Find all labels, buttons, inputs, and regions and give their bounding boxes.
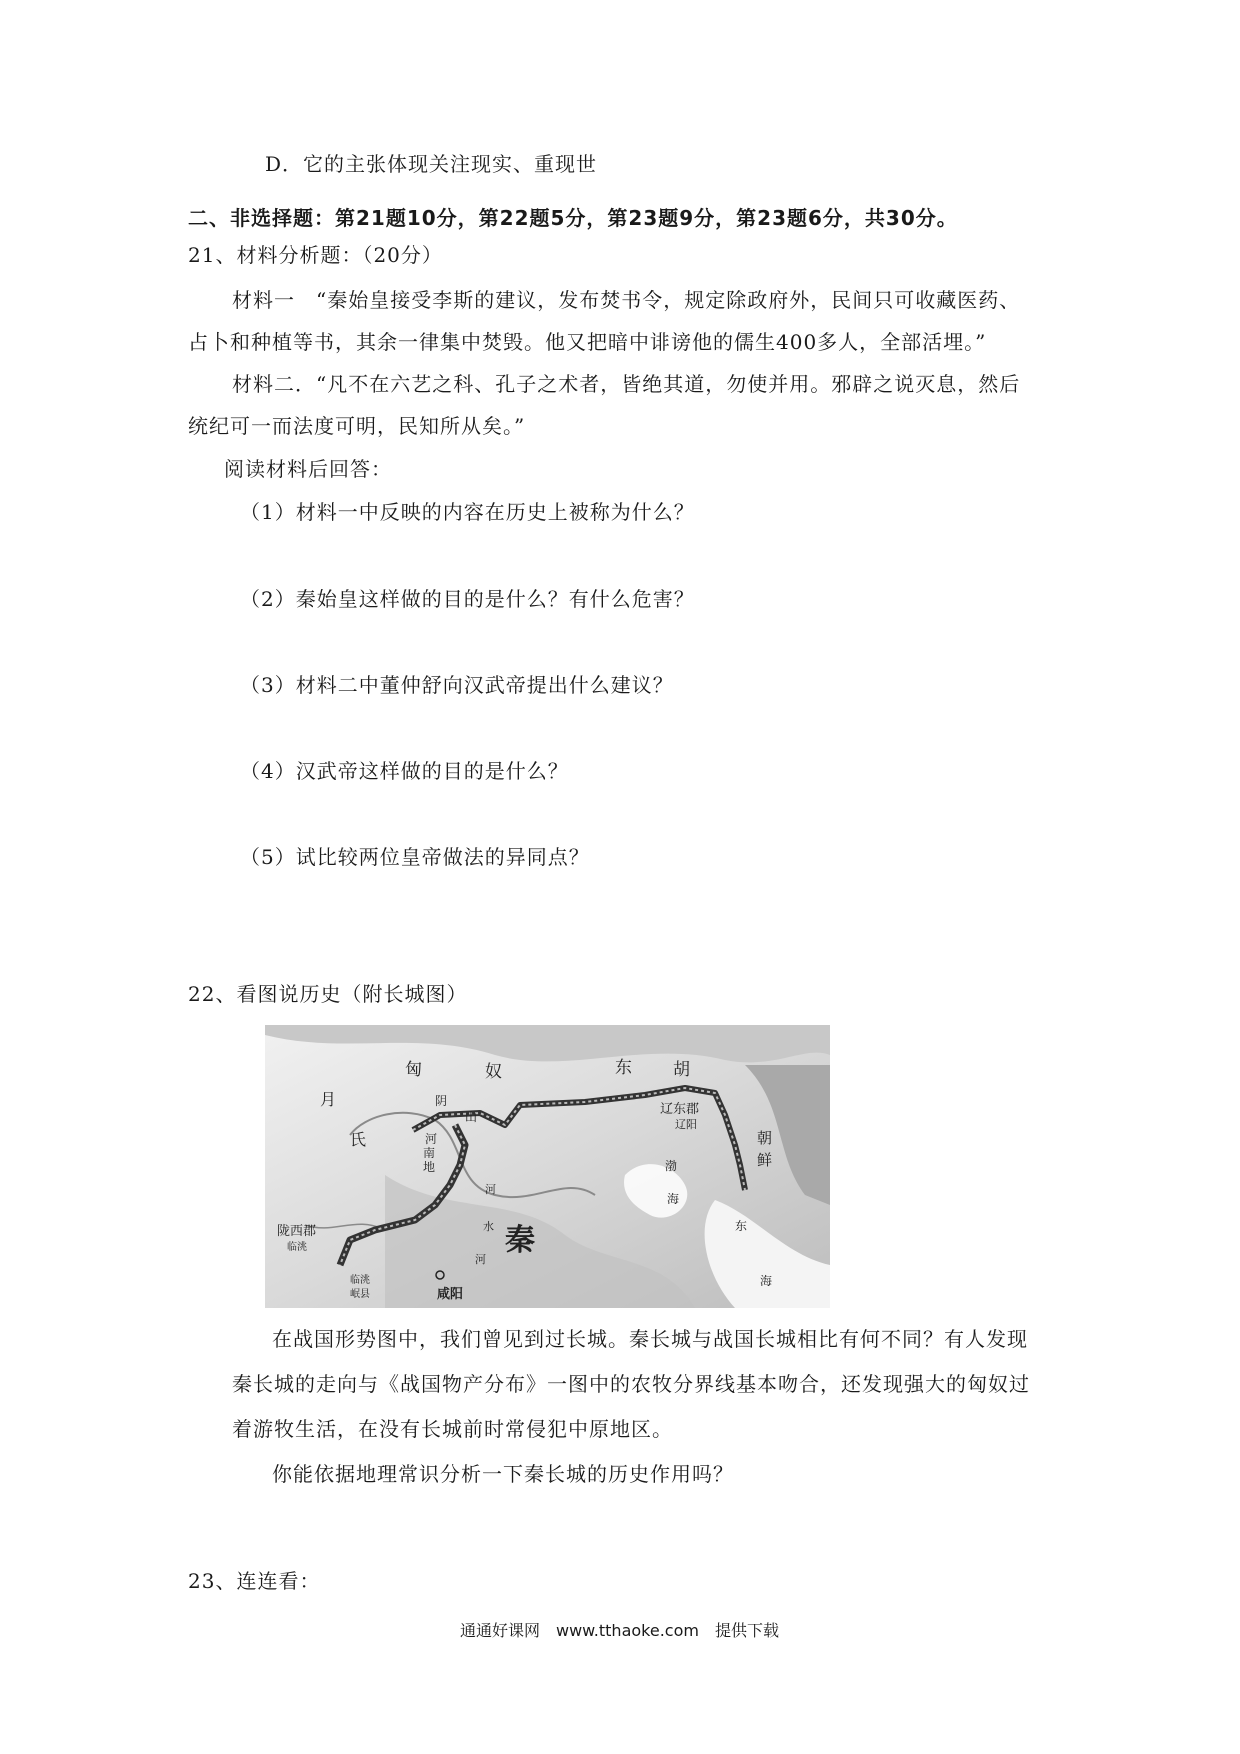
label-dong-sea: 东 bbox=[735, 1219, 748, 1233]
q22-para1-line2: 秦长城的走向与《战国物产分布》一图中的农牧分界线基本吻合，还发现强大的匈奴过 bbox=[232, 1372, 1030, 1396]
q21-question-2: （2）秦始皇这样做的目的是什么？有什么危害？ bbox=[240, 587, 695, 611]
label-hu: 胡 bbox=[673, 1060, 690, 1080]
q21-question-5: （5）试比较两位皇帝做法的异同点？ bbox=[240, 845, 590, 869]
label-qin: 秦 bbox=[505, 1223, 535, 1258]
label-he-nan-2: 南 bbox=[423, 1146, 436, 1160]
label-longxi: 陇西郡 bbox=[277, 1224, 317, 1239]
q21-question-4: （4）汉武帝这样做的目的是什么？ bbox=[240, 759, 569, 783]
label-minxian: 岷县 bbox=[350, 1289, 370, 1300]
label-hai-1: 海 bbox=[667, 1192, 680, 1206]
page-footer: 通通好课网 www.tthaoke.com 提供下载 bbox=[460, 1621, 779, 1640]
label-nu: 奴 bbox=[485, 1062, 502, 1082]
q22-para1-line1: 在战国形势图中，我们曾见到过长城。秦长城与战国长城相比有何不同？有人发现 bbox=[272, 1327, 1028, 1351]
section2-heading: 二、非选择题：第21题10分，第22题5分，第23题9分，第23题6分，共30分。 bbox=[188, 206, 958, 230]
q21-question-3: （3）材料二中董仲舒向汉武帝提出什么建议？ bbox=[240, 673, 674, 697]
label-he-nan-3: 地 bbox=[423, 1160, 436, 1174]
label-xianyang: 咸阳 bbox=[437, 1287, 464, 1302]
label-chao: 朝 bbox=[757, 1129, 773, 1147]
label-lintao-a: 临洮 bbox=[287, 1242, 307, 1253]
label-yue: 月 bbox=[320, 1090, 337, 1109]
label-liaoyang: 辽阳 bbox=[675, 1118, 697, 1131]
label-shui: 水 bbox=[483, 1220, 494, 1233]
q21-material2-line2: 统纪可一而法度可明，民知所从矣。” bbox=[188, 414, 526, 438]
q22-para1-line3: 着游牧生活，在没有长城前时常侵犯中原地区。 bbox=[232, 1417, 673, 1441]
label-dong: 东 bbox=[615, 1058, 632, 1078]
label-yin: 阴 bbox=[435, 1094, 448, 1108]
label-xian: 鲜 bbox=[757, 1151, 773, 1169]
label-he-nan-1: 河 bbox=[425, 1132, 438, 1146]
q21-material2-line1: 材料二．“凡不在六艺之科、孔子之术者，皆绝其道，勿使并用。邪辟之说灭息，然后 bbox=[232, 372, 1021, 396]
label-bo: 渤 bbox=[665, 1159, 678, 1173]
q21-question-1: （1）材料一中反映的内容在历史上被称为什么？ bbox=[240, 500, 695, 524]
q22-title: 22、看图说历史（附长城图） bbox=[188, 982, 468, 1006]
label-shan: 山 bbox=[465, 1110, 478, 1124]
label-zhi: 氏 bbox=[350, 1130, 367, 1149]
q23-title: 23、连连看： bbox=[188, 1569, 321, 1593]
great-wall-map bbox=[265, 1025, 830, 1308]
q21-material1-line1: 材料一 “秦始皇接受李斯的建议，发布焚书令，规定除政府外，民间只可收藏医药、 bbox=[232, 288, 1021, 312]
label-he-b: 河 bbox=[475, 1253, 486, 1266]
label-lintao-b: 临洮 bbox=[350, 1275, 370, 1286]
option-d: D．它的主张体现关注现实、重现世 bbox=[265, 152, 598, 176]
label-xiong: 匈 bbox=[405, 1060, 422, 1080]
label-liaodong: 辽东郡 bbox=[660, 1102, 700, 1117]
q22-para2: 你能依据地理常识分析一下秦长城的历史作用吗？ bbox=[272, 1462, 734, 1486]
q21-material1-line2: 占卜和种植等书，其余一律集中焚毁。他又把暗中诽谤他的儒生400多人，全部活埋。” bbox=[188, 330, 987, 354]
q21-prompt: 阅读材料后回答： bbox=[224, 457, 392, 481]
label-hai-2: 海 bbox=[760, 1274, 773, 1288]
q21-title: 21、材料分析题：（20分） bbox=[188, 243, 443, 267]
label-he-a: 河 bbox=[485, 1183, 496, 1196]
